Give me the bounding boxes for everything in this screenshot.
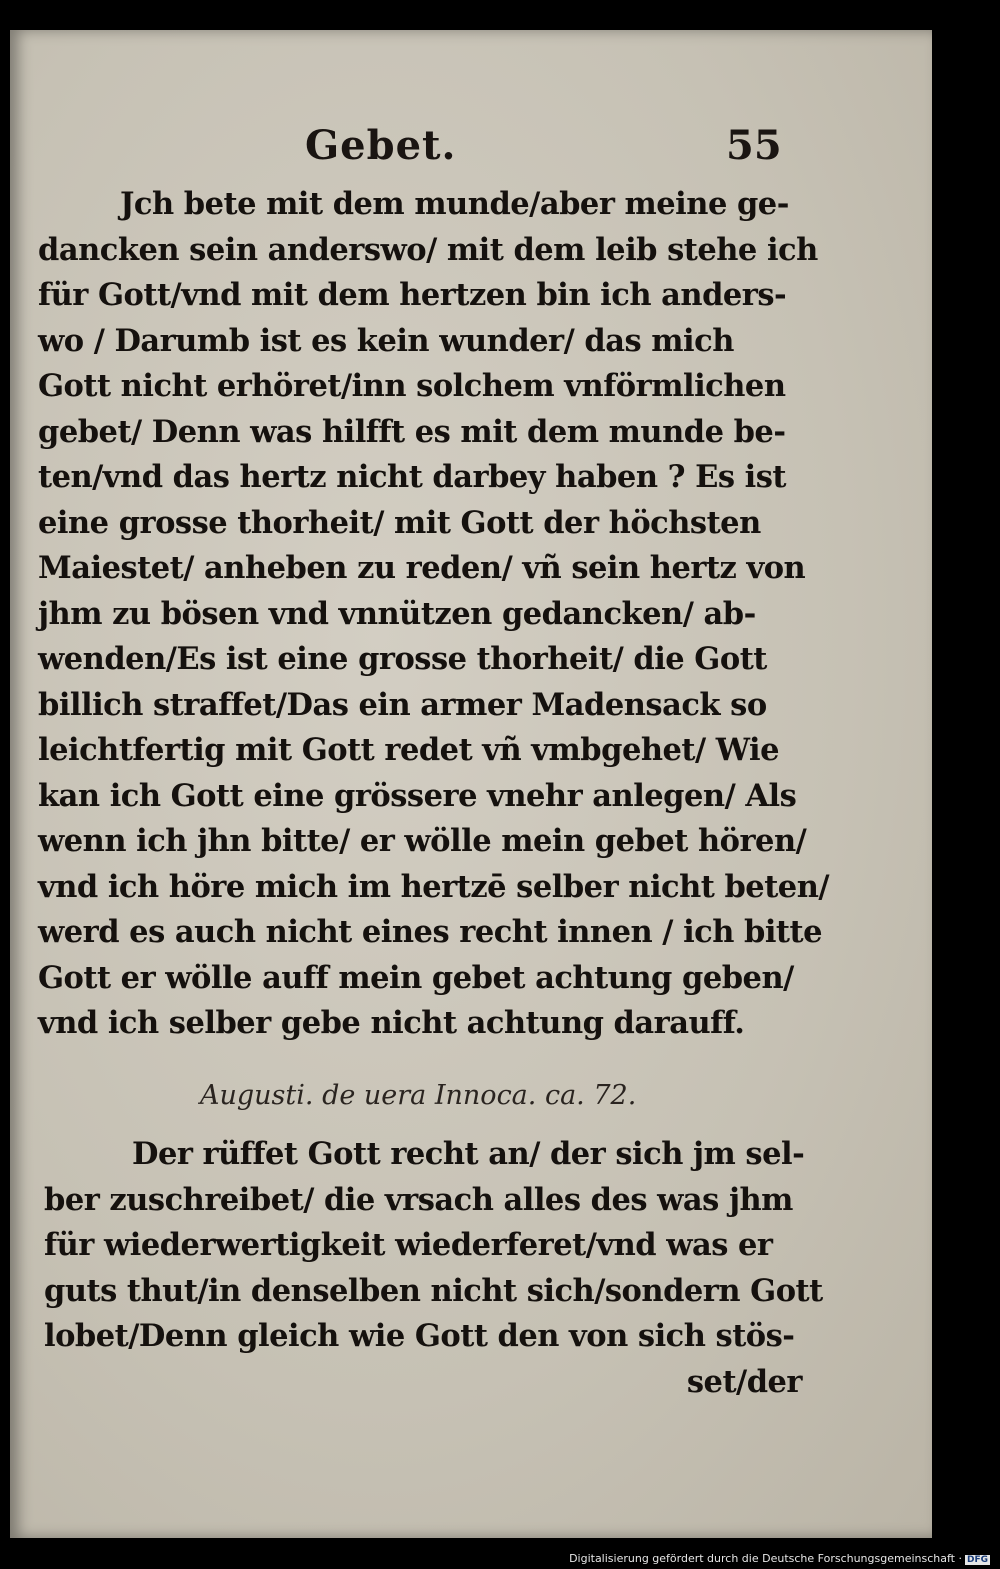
book-page bbox=[10, 30, 932, 1538]
text-line: guts thut/in denselben nicht sich/sondern Gott bbox=[44, 1272, 823, 1309]
catchword: set/der bbox=[686, 1363, 802, 1400]
text-line: Der rüffet Gott recht an/ der sich jm sel- bbox=[132, 1136, 805, 1172]
text-line: ber zuschreibet/ die vrsach alles des was jhm bbox=[44, 1181, 793, 1218]
text-line: ten/vnd das hertz nicht darbey haben ? Es ist bbox=[38, 459, 786, 495]
text-line: Gott er wölle auff mein gebet achtung geben/ bbox=[38, 959, 794, 996]
text-line: für wiederwertigkeit wiederferet/vnd was er bbox=[44, 1227, 773, 1263]
paragraph-2 bbox=[44, 1132, 823, 1405]
text-line: wenn ich jhn bitte/ er wölle mein gebet hören/ bbox=[38, 823, 807, 859]
text-line: Jch bete mit dem munde/aber meine ge- bbox=[120, 186, 789, 222]
running-head: Gebet. bbox=[305, 122, 457, 169]
text-line: Gott nicht erhöret/inn solchem vnförmlichen bbox=[38, 368, 786, 404]
text-line: jhm zu bösen vnd vnnützen gedancken/ ab- bbox=[38, 595, 756, 632]
text-line: wenden/Es ist eine grosse thorheit/ die Gott bbox=[38, 641, 767, 677]
text-line: billich straffet/Das ein armer Madensack so bbox=[38, 686, 767, 723]
text-line: vnd ich höre mich im hertzē selber nicht beten/ bbox=[38, 868, 830, 905]
text-line: wo / Darumb ist es kein wunder/ das mich bbox=[38, 322, 734, 359]
text-line: Maiestet/ anheben zu reden/ vñ sein hertz von bbox=[38, 550, 806, 586]
text-line: werd es auch nicht eines recht innen / ich bitte bbox=[38, 914, 823, 950]
text-line: leichtfertig mit Gott redet vñ vmbgehet/ Wie bbox=[38, 732, 779, 768]
dfg-logo-icon: DFG bbox=[966, 1555, 988, 1565]
digitization-credit bbox=[569, 1552, 990, 1565]
text-line: lobet/Denn gleich wie Gott den von sich stös- bbox=[44, 1318, 795, 1354]
page-number: 55 bbox=[726, 122, 782, 169]
text-line: vnd ich selber gebe nicht achtung darauff. bbox=[38, 1005, 745, 1041]
text-line: kan ich Gott eine grössere vnehr anlegen/ Als bbox=[38, 777, 797, 814]
text-line: für Gott/vnd mit dem hertzen bin ich anders- bbox=[38, 277, 787, 313]
paragraph-1 bbox=[38, 182, 830, 1047]
citation: Augusti. de uera Innoca. ca. 72. bbox=[200, 1080, 637, 1111]
text-line: dancken sein anderswo/ mit dem leib stehe ich bbox=[38, 231, 818, 268]
text-line: gebet/ Denn was hilfft es mit dem munde be- bbox=[38, 413, 786, 450]
credit-text: Digitalisierung gefördert durch die Deutsche Forschungsgemeinschaft · bbox=[569, 1552, 962, 1565]
text-line: eine grosse thorheit/ mit Gott der höchsten bbox=[38, 504, 761, 541]
